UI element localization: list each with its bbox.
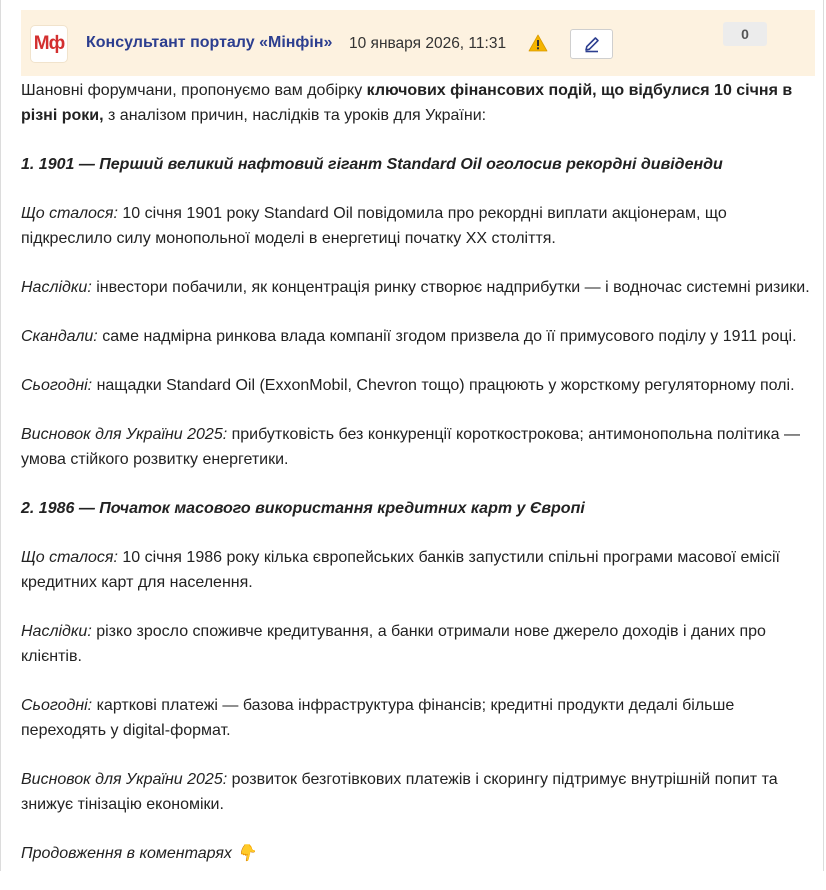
- edit-button[interactable]: [570, 29, 613, 59]
- event-heading: 2. 1986 — Початок масового використання кредитних карт у Європі: [21, 500, 585, 517]
- item-label: Що сталося:: [21, 549, 118, 566]
- event-item: [21, 619, 821, 669]
- item-label: Висновок для України 2025:: [21, 771, 228, 788]
- item-text: карткові платежі — базова інфраструктура фінансів; кредитні продукти дедалі більше переходять у digital-формат.: [21, 697, 735, 739]
- item-label: Наслідки:: [21, 279, 92, 296]
- event-item: [21, 767, 821, 817]
- item-text: 10 січня 1901 року Standard Oil повідомила про рекордні виплати акціонерам, що підкреслило силу монопольної моделі в енергетиці початку XX століття.: [21, 205, 727, 247]
- intro-bold: ключових фінансових подій, що відбулися 10 січня в різні роки,: [21, 82, 793, 124]
- item-label: Висновок для України 2025:: [21, 426, 228, 443]
- event-heading: 1. 1901 — Перший великий нафтовий гігант Standard Oil оголосив рекордні дивіденди: [21, 156, 723, 173]
- item-text: прибутковість без конкуренції короткострокова; антимонопольна політика — умова стійкого розвитку енергетики.: [21, 426, 800, 468]
- item-label: Що сталося:: [21, 205, 118, 222]
- item-label: Сьогодні:: [21, 377, 93, 394]
- event-item: [21, 373, 821, 398]
- post-body: [21, 78, 821, 890]
- item-text: різко зросло споживче кредитування, а банки отримали нове джерело доходів і даних про клієнтів.: [21, 623, 766, 665]
- event-item: [21, 201, 821, 251]
- rating-counter[interactable]: 0: [723, 22, 767, 46]
- event-item: [21, 545, 821, 595]
- intro-paragraph: [21, 78, 821, 128]
- item-text: розвиток безготівкових платежів і скорингу підтримує внутрішній попит та знижує тінізацію економіки.: [21, 771, 778, 813]
- item-text: інвестори побачили, як концентрація ринку створює надприбутки — і водночас системні ризики.: [91, 279, 810, 296]
- event-item: [21, 693, 821, 743]
- continue-note: [21, 841, 821, 866]
- author-name[interactable]: Консультант порталу «Мінфін»: [86, 34, 333, 51]
- event-item: [21, 275, 821, 300]
- intro-tail: з аналізом причин, наслідків та уроків для України:: [103, 107, 487, 124]
- item-text: нащадки Standard Oil (ExxonMobil, Chevron тощо) працюють у жорсткому регуляторному полі.: [92, 377, 795, 394]
- item-text: 10 січня 1986 року кілька європейських банків запустили спільні програми масової емісії кредитних карт для населення.: [21, 549, 780, 591]
- event-item: [21, 422, 821, 472]
- post-header: [21, 10, 815, 76]
- item-label: Скандали:: [21, 328, 98, 345]
- author-logo[interactable]: Мф: [31, 26, 67, 62]
- pencil-icon: [582, 34, 602, 54]
- item-label: Наслідки:: [21, 623, 92, 640]
- pointing-down-icon: 👇: [236, 845, 257, 862]
- event-item: [21, 324, 821, 349]
- continue-text: Продовження в коментарях: [21, 845, 232, 862]
- warning-icon[interactable]: [528, 33, 548, 53]
- item-label: Сьогодні:: [21, 697, 93, 714]
- item-text: саме надмірна ринкова влада компанії згодом призвела до її примусового поділу у 1911 році.: [97, 328, 797, 345]
- post-date: 10 января 2026, 11:31: [349, 35, 507, 52]
- intro-text: Шановні форумчани, пропонуємо вам добірку: [21, 82, 367, 99]
